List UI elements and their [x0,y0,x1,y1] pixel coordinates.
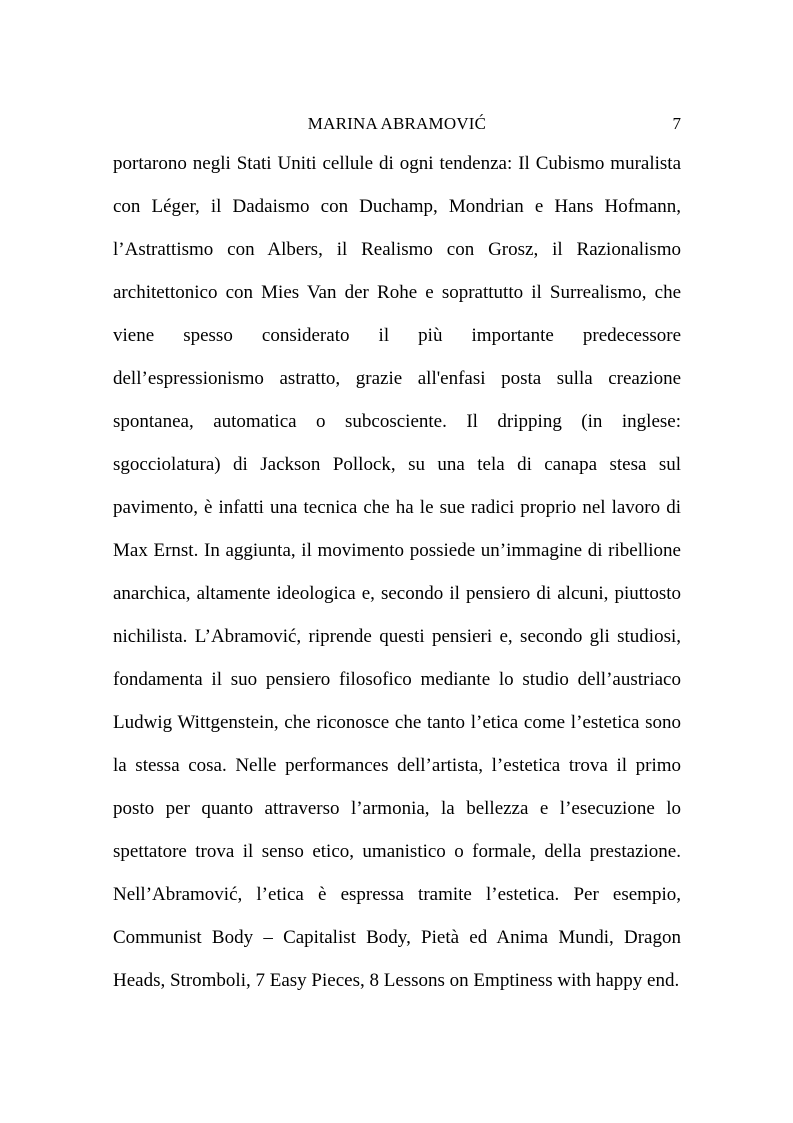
text-line: portarono negli Stati Uniti cellule di ogni tendenza: Il Cubismo muralista [113,153,681,174]
text-line-last: Heads, Stromboli, 7 Easy Pieces, 8 Lessons on Emptiness with happy end. [113,970,680,991]
text-line: posto per quanto attraverso l’armonia, la bellezza e l’esecuzione lo [113,798,681,819]
page-number: 7 [672,114,681,133]
text-line: Max Ernst. In aggiunta, il movimento possiede un’immagine di ribellione [113,540,681,561]
text-line: Ludwig Wittgenstein, che riconosce che tanto l’etica come l’estetica sono [113,712,681,733]
text-line: Nell’Abramović, l’etica è espressa tramite l’estetica. Per esempio, [113,884,681,905]
text-line: spettatore trova il senso etico, umanistico o formale, della prestazione. [113,841,681,862]
text-line: pavimento, è infatti una tecnica che ha le sue radici proprio nel lavoro di [113,497,681,518]
text-line: la stessa cosa. Nelle performances dell’artista, l’estetica trova il primo [113,755,681,776]
text-line: fondamenta il suo pensiero filosofico mediante lo studio dell’austriaco [113,669,681,690]
running-title: MARINA ABRAMOVIĆ [307,114,487,133]
running-header [113,112,681,136]
text-line: nichilista. L’Abramović, riprende questi pensieri e, secondo gli studiosi, [113,626,681,647]
text-line: Communist Body – Capitalist Body, Pietà ed Anima Mundi, Dragon [113,927,681,948]
body-paragraph [113,142,681,1002]
text-line: l’Astrattismo con Albers, il Realismo con Grosz, il Razionalismo [113,239,681,260]
text-line: anarchica, altamente ideologica e, secondo il pensiero di alcuni, piuttosto [113,583,681,604]
text-line: sgocciolatura) di Jackson Pollock, su una tela di canapa stesa sul [113,454,681,475]
text-line: spontanea, automatica o subcosciente. Il dripping (in inglese: [113,411,681,432]
text-line: dell’espressionismo astratto, grazie all'enfasi posta sulla creazione [113,368,681,389]
text-line: con Léger, il Dadaismo con Duchamp, Mondrian e Hans Hofmann, [113,196,681,217]
text-line: architettonico con Mies Van der Rohe e soprattutto il Surrealismo, che [113,282,681,303]
text-line: viene spesso considerato il più importante predecessore [113,325,681,346]
